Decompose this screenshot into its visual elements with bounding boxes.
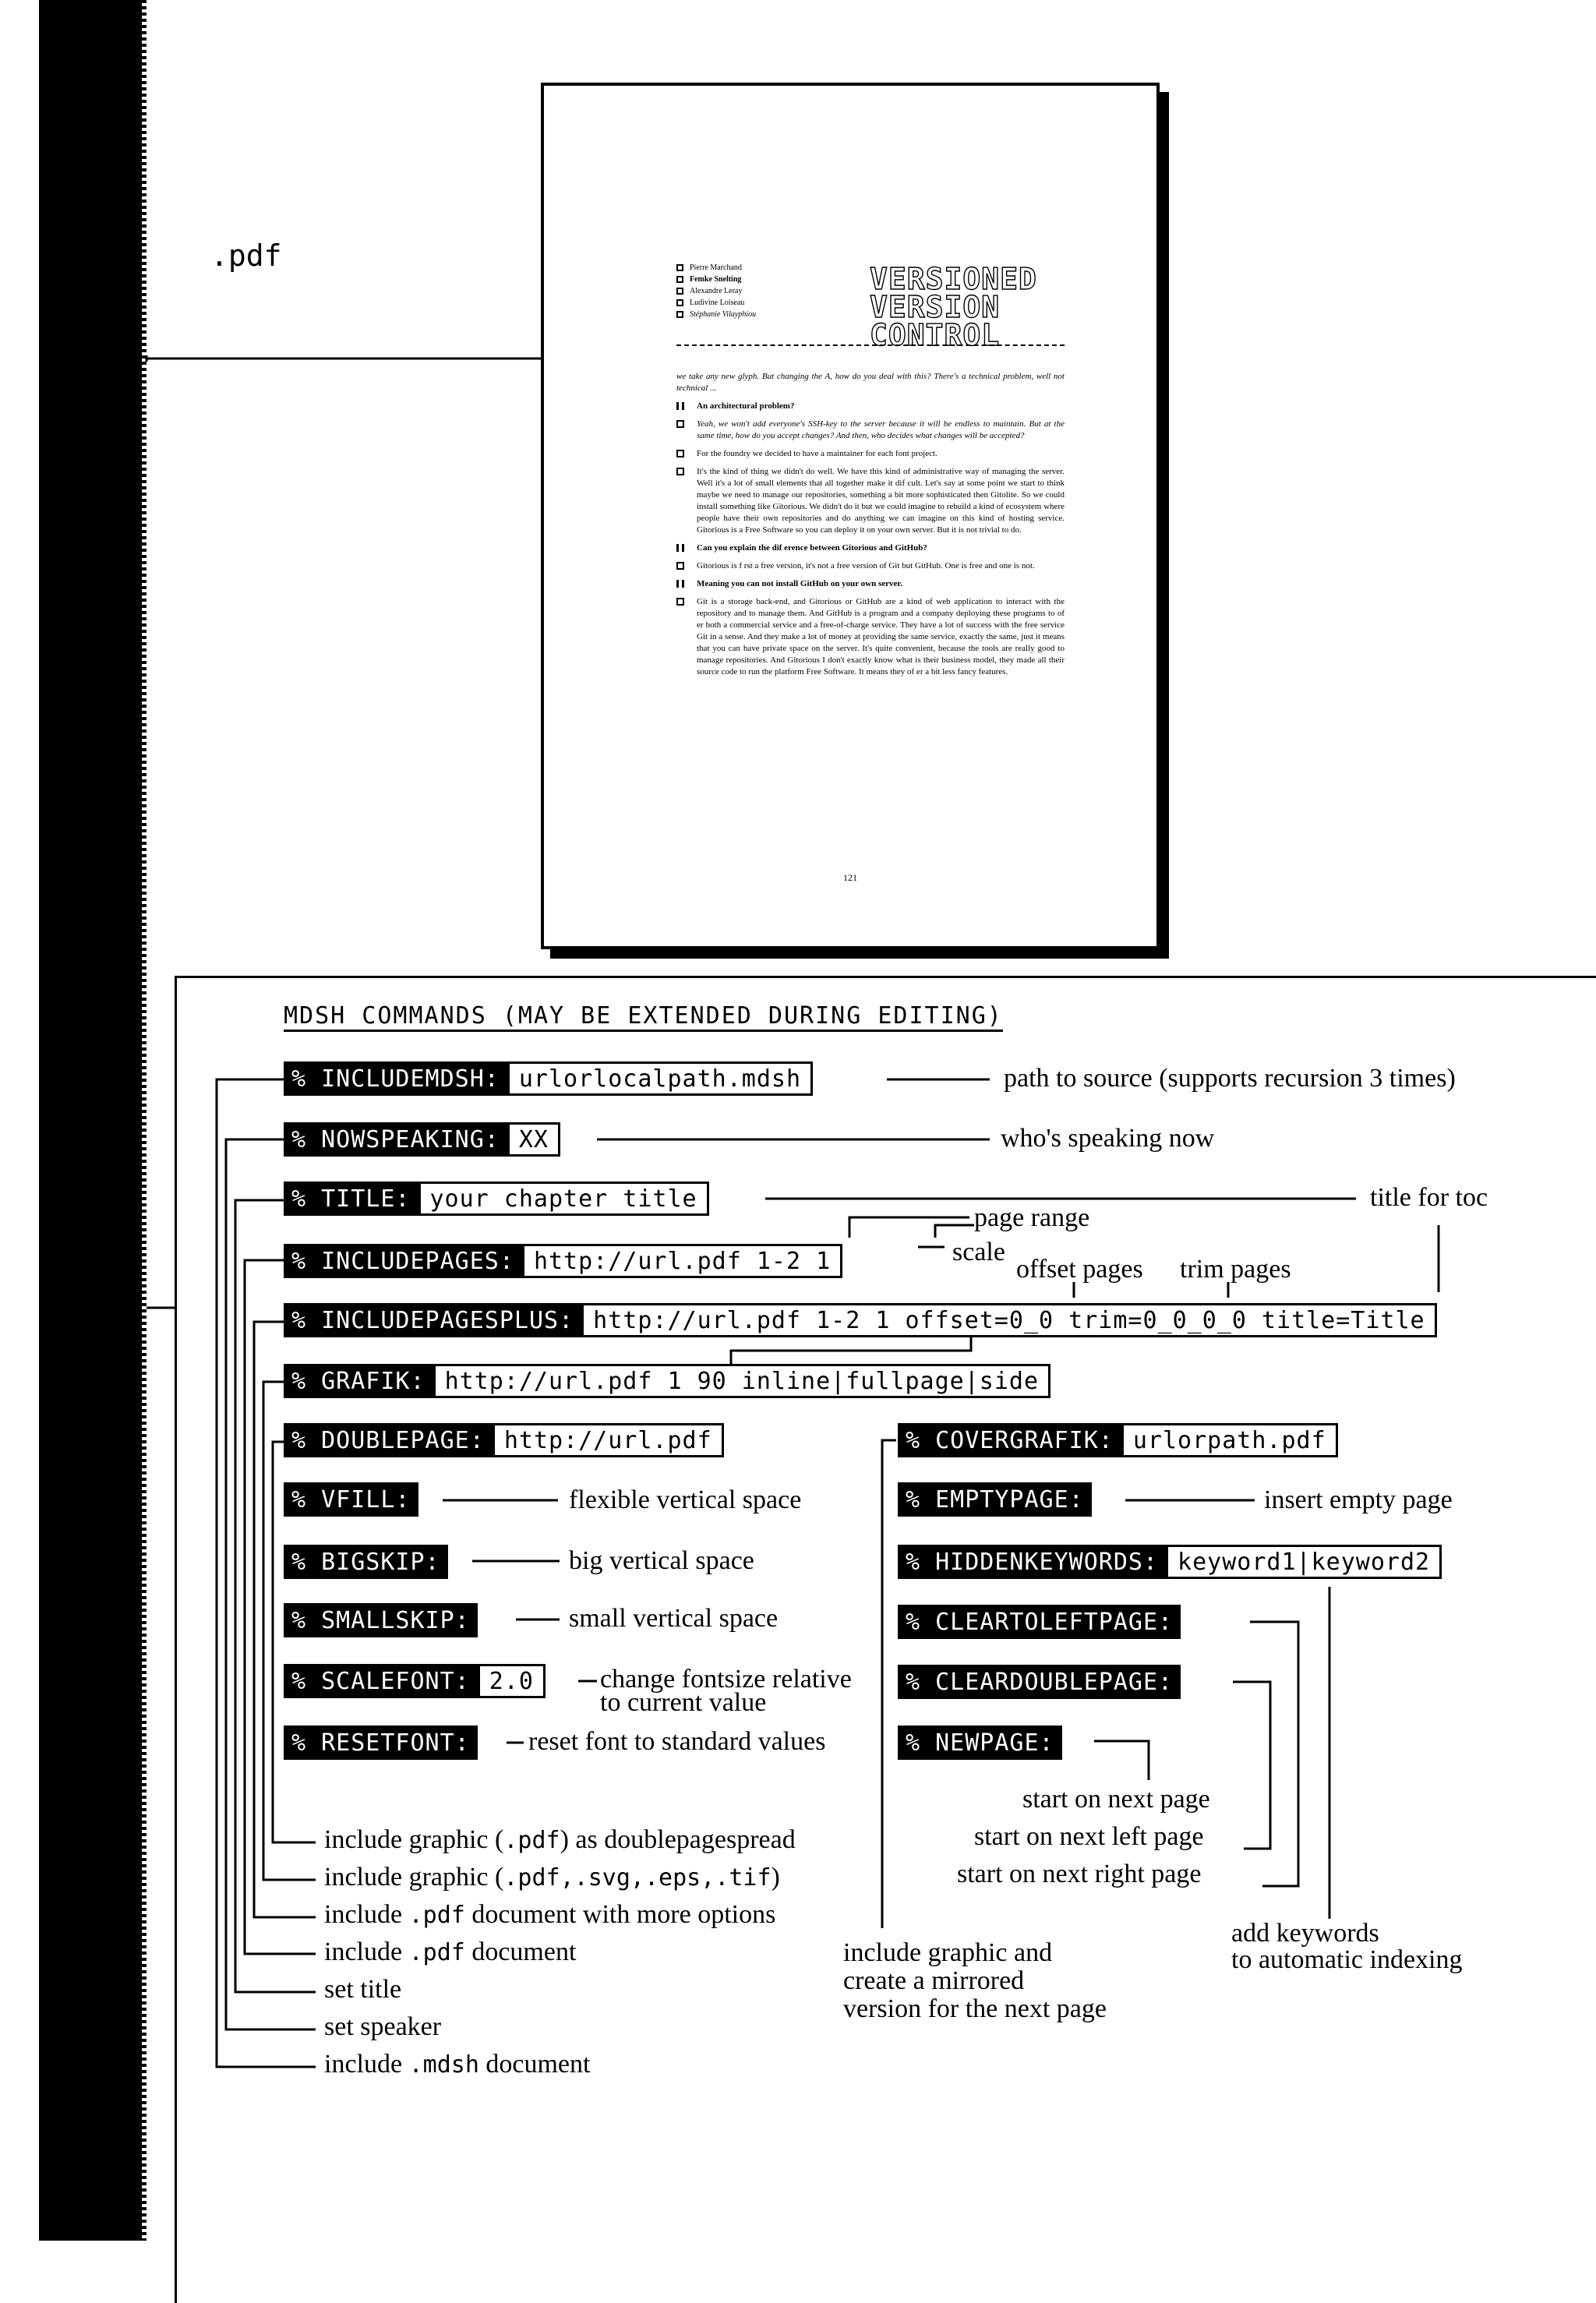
cmd-value: urlorpath.pdf xyxy=(1121,1423,1338,1457)
note-mirror xyxy=(843,1939,1107,2023)
note-title: title for toc xyxy=(1370,1183,1488,1212)
logo-line: VERSIONED xyxy=(870,262,1037,296)
cmd-title xyxy=(284,1182,709,1216)
cmd-key: % INCLUDEPAGES: xyxy=(284,1244,522,1278)
note-trim: trim pages xyxy=(1180,1255,1291,1284)
note-nowspeaking: who's speaking now xyxy=(1001,1124,1215,1153)
cmd-key: % HIDDENKEYWORDS: xyxy=(898,1545,1166,1579)
cmd-nowspeaking xyxy=(284,1122,560,1157)
cmd-cleartoleftpage xyxy=(898,1605,1181,1639)
answer: Git is a storage back-end, and Gitorious or GitHub are a kind of web application to interact with the repository and to manage them. And GitHub is a program and a company deploying these programs to of er both a commercial service and a free-of-charge service. They have a lot of success with the free service Git in a sense. And they make a lot of money at providing the same service, exactly the same, just it means that you can have private space on the server. It's quite convenient, because the tools are really good to manage repositories. And Gitorious I don't exactly know what is their business model, they made all their source code to run the platform Free Software. It means they of er a bit less fancy features. xyxy=(676,596,1065,678)
cmd-smallskip xyxy=(284,1603,478,1637)
author: Alexandre Leray xyxy=(690,287,743,295)
note-line: change fontsize relative xyxy=(600,1665,852,1694)
cmd-key: % SCALEFONT: xyxy=(284,1664,478,1698)
cmd-grafik xyxy=(284,1364,1050,1398)
note-scalefont xyxy=(600,1665,852,1717)
note-line: create a mirrored xyxy=(843,1966,1025,1995)
paragraph: we take any new glyph. But changing the A, how do you deal with this? There's a technical problem, well not technical ... xyxy=(676,372,1065,393)
commands-heading-text: MDSH COMMANDS (MAY BE EXTENDED DURING EDITING) xyxy=(284,1002,1003,1032)
cmd-covergrafik xyxy=(898,1423,1338,1457)
cmd-value: http://url.pdf 1 90 inline|fullpage|side xyxy=(433,1364,1050,1398)
answer: Gitorious is f rst a free version, it's not a free version of Git but GitHub. One is free and one is not. xyxy=(676,560,1065,572)
legend-item: set speaker xyxy=(324,2012,442,2041)
cmd-value: keyword1|keyword2 xyxy=(1166,1545,1442,1579)
note-resetfont: reset font to standard values xyxy=(528,1727,826,1756)
cmd-bigskip xyxy=(284,1545,448,1579)
cmd-key: % CLEARDOUBLEPAGE: xyxy=(898,1665,1181,1699)
cmd-doublepage xyxy=(284,1423,724,1457)
legend-item: include .pdf document with more options xyxy=(324,1900,776,1929)
cmd-value: http://url.pdf xyxy=(493,1423,724,1457)
cmd-value: urlorlocalpath.mdsh xyxy=(507,1061,813,1096)
note-vfill: flexible vertical space xyxy=(569,1485,802,1514)
pdf-side-label: .pdf xyxy=(210,238,282,273)
cmd-key: % SMALLSKIP: xyxy=(284,1603,478,1637)
question: Can you explain the dif erence between Gitorious and GitHub? xyxy=(676,542,1065,554)
cmd-key: % TITLE: xyxy=(284,1182,418,1216)
cmd-cleardoublepage xyxy=(898,1665,1181,1699)
logo-line: VERSION xyxy=(870,290,1001,324)
answer: It's the kind of thing we didn't do well. We have this kind of administrative way of managing the server. Well it's a lot of small elements that all together make it dif cult. Let's say at some point we start to think maybe we need to manage our repositories, something a bit more sophisticated then Gitolite. So we could install something like Gitorious. We didn't do it but we could imagine to rebuild a kind of ecosystem where people have their own repositories and do anything we can imagine on this kind of hosting service. Gitorious is a Free Software so you can deploy it on your own server. But it is not trivial to do. xyxy=(676,466,1065,536)
legend-item: include .pdf document xyxy=(324,1937,577,1966)
note-line: version for the next page xyxy=(843,1994,1107,2023)
cmd-key: % NEWPAGE: xyxy=(898,1725,1062,1760)
note-line: include graphic and xyxy=(843,1938,1053,1967)
note-includemdsh: path to source (supports recursion 3 times) xyxy=(1004,1064,1456,1093)
cmd-resetfont xyxy=(284,1725,478,1760)
cmd-value: http://url.pdf 1-2 1 offset=0_0 trim=0_0_0_0 title=Title xyxy=(581,1303,1436,1337)
note-offset: offset pages xyxy=(1016,1255,1143,1284)
cmd-key: % VFILL: xyxy=(284,1482,418,1517)
author: Femke Snelting xyxy=(690,275,742,284)
cmd-scalefont xyxy=(284,1664,546,1698)
note-page-range: page range xyxy=(974,1203,1090,1232)
legend-item: include graphic (.pdf,.svg,.eps,.tif) xyxy=(324,1863,780,1891)
cmd-key: % EMPTYPAGE: xyxy=(898,1482,1092,1517)
cmd-value: your chapter title xyxy=(418,1182,709,1216)
note-smallskip: small vertical space xyxy=(569,1604,779,1633)
answer: Yeah, we won't add everyone's SSH-key to the server because it will be endless to maintain. But at the same time, how do you accept changes? And then, who decides what changes will be accepted? xyxy=(676,419,1065,442)
cmd-key: % GRAFIK: xyxy=(284,1364,433,1398)
answer: For the foundry we decided to have a maintainer for each font project. xyxy=(676,448,1065,460)
cmd-key: % RESETFONT: xyxy=(284,1725,478,1760)
author: Pierre Marchand xyxy=(690,263,742,272)
logo-line: CONTROL xyxy=(870,318,1001,352)
note-line: to current value xyxy=(600,1688,767,1717)
page-number: 121 xyxy=(843,872,857,883)
cmd-value: http://url.pdf 1-2 1 xyxy=(522,1244,842,1278)
note-line: add keywords xyxy=(1231,1919,1379,1948)
cmd-includepagesplus xyxy=(284,1303,1437,1337)
cmd-key: % DOUBLEPAGE: xyxy=(284,1423,493,1457)
note-emptypage: insert empty page xyxy=(1264,1485,1453,1514)
author: Ludivine Loiseau xyxy=(690,298,745,307)
note-start-next-page: start on next page xyxy=(1022,1785,1210,1814)
cmd-vfill xyxy=(284,1482,418,1517)
cmd-includemdsh xyxy=(284,1061,813,1096)
note-keywords xyxy=(1231,1920,1463,1973)
cmd-key: % CLEARTOLEFTPAGE: xyxy=(898,1605,1181,1639)
cmd-key: % COVERGRAFIK: xyxy=(898,1423,1121,1457)
question: An architectural problem? xyxy=(676,401,1065,412)
cmd-value: 2.0 xyxy=(478,1664,546,1698)
cmd-key: % INCLUDEPAGESPLUS: xyxy=(284,1303,581,1337)
note-start-next-right: start on next right page xyxy=(957,1860,1202,1888)
cmd-newpage xyxy=(898,1725,1062,1760)
cmd-includepages xyxy=(284,1244,842,1278)
cmd-emptypage xyxy=(898,1482,1092,1517)
legend-item: include .mdsh document xyxy=(324,2050,591,2079)
cmd-key: % INCLUDEMDSH: xyxy=(284,1061,507,1096)
cmd-value: XX xyxy=(507,1122,560,1157)
legend-item: include graphic (.pdf) as doublepagespread xyxy=(324,1825,796,1854)
note-line: to automatic indexing xyxy=(1231,1945,1463,1974)
note-start-next-left: start on next left page xyxy=(974,1822,1204,1851)
cmd-key: % BIGSKIP: xyxy=(284,1545,448,1579)
note-scale: scale xyxy=(952,1238,1005,1266)
author: Stéphanie Vilayphiou xyxy=(690,310,757,319)
cmd-key: % NOWSPEAKING: xyxy=(284,1122,507,1157)
note-bigskip: big vertical space xyxy=(569,1546,754,1575)
question: Meaning you can not install GitHub on your own server. xyxy=(676,578,1065,590)
cmd-hiddenkeywords xyxy=(898,1545,1442,1579)
legend-item: set title xyxy=(324,1975,402,2004)
